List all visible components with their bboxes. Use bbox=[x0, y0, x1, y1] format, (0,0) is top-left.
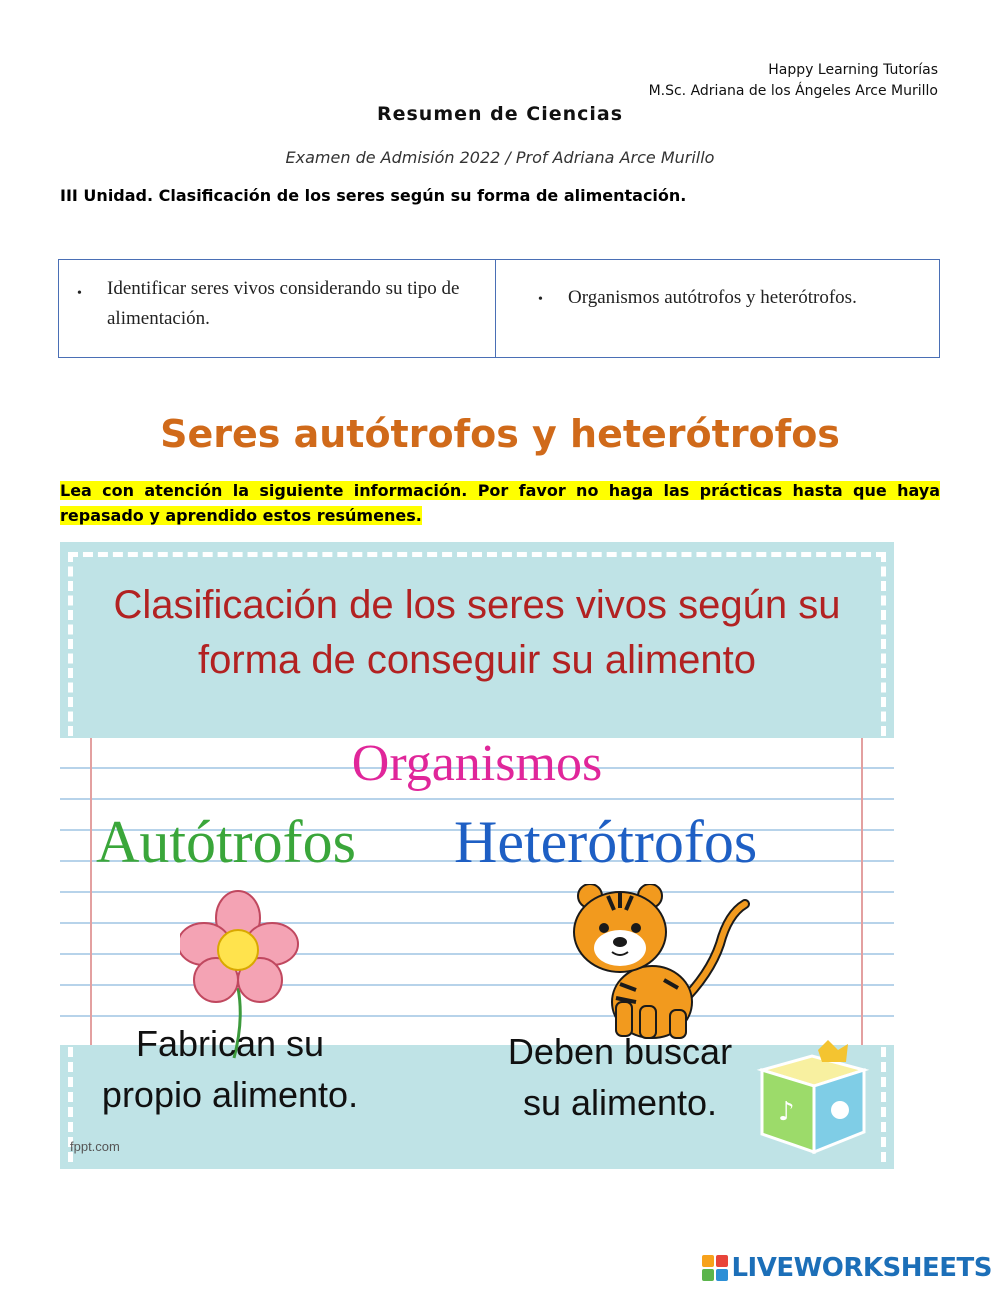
objectives-table bbox=[58, 259, 940, 358]
document-title: Resumen de Ciencias bbox=[376, 103, 624, 125]
author-name: M.Sc. Adriana de los Ángeles Arce Murillo bbox=[648, 83, 938, 99]
objective-text: Identificar seres vivos considerando su tipo de alimentación. bbox=[107, 278, 460, 329]
music-box-icon bbox=[748, 1040, 876, 1160]
heterotrofos-label: Heterótrofos bbox=[454, 809, 758, 875]
liveworksheets-logo-icon bbox=[702, 1255, 728, 1281]
institution-name: Happy Learning Tutorías bbox=[768, 62, 938, 78]
liveworksheets-logo[interactable] bbox=[702, 1253, 992, 1283]
stitch-border bbox=[881, 1047, 886, 1162]
organismos-label: Organismos bbox=[351, 735, 603, 792]
stitch-border bbox=[68, 552, 886, 557]
infographic-title: Clasificación de los seres vivos según su forma de conseguir su alimento bbox=[113, 583, 841, 682]
autotrofos-caption: Fabrican su propio alimento. bbox=[101, 1023, 359, 1115]
infographic bbox=[60, 542, 894, 1169]
objective-cell bbox=[59, 260, 496, 357]
bullet-icon: • bbox=[538, 292, 543, 307]
tiger-icon bbox=[560, 884, 760, 1044]
unit-title: III Unidad. Clasificación de los seres según su forma de alimentación. bbox=[60, 186, 687, 205]
main-heading: Seres autótrofos y heterótrofos bbox=[160, 412, 840, 456]
svg-text:♪: ♪ bbox=[778, 1097, 795, 1127]
bullet-icon: • bbox=[77, 286, 82, 301]
content-cell bbox=[496, 260, 939, 357]
fppt-watermark: fppt.com bbox=[70, 1139, 120, 1154]
liveworksheets-wordmark: LIVEWORKSHEETS bbox=[731, 1253, 992, 1283]
autotrofos-label: Autótrofos bbox=[96, 809, 356, 875]
header-credits bbox=[649, 60, 938, 102]
heterotrofos-caption: Deben buscar su alimento. bbox=[507, 1031, 733, 1123]
document-subtitle: Examen de Admisión 2022 / Prof Adriana Arce Murillo bbox=[285, 148, 715, 167]
content-text: Organismos autótrofos y heterótrofos. bbox=[568, 287, 857, 308]
highlighted-notice bbox=[60, 478, 940, 528]
notice-text: Lea con atención la siguiente información. Por favor no haga las prácticas hasta que haya repasado y aprendido estos resúmenes. bbox=[60, 481, 940, 525]
